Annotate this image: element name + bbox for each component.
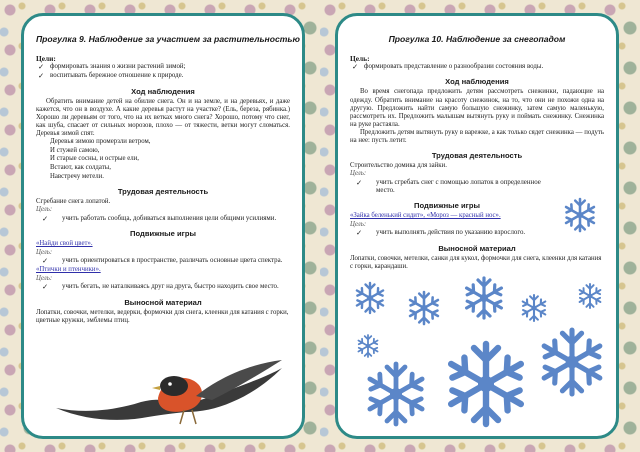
right-goal-label: Цель: <box>350 54 370 63</box>
left-goal-label: Цели: <box>36 54 56 63</box>
game-names-link[interactable]: «Зайка беленький сидит», «Мороз — красный нос». <box>350 212 501 220</box>
snowflake <box>370 364 422 424</box>
snowflake <box>357 283 383 313</box>
right-observation-heading: Ход наблюдения <box>445 77 509 87</box>
left-observation-heading: Ход наблюдения <box>131 86 195 96</box>
game-goal-label: Цель: <box>36 248 53 256</box>
poem-line: И старые сосны, и острые ели, <box>50 155 139 163</box>
poem-line: Встают, как солдаты, <box>50 164 111 172</box>
left-page-title: Прогулка 9. Наблюдение за участием за растительностью <box>36 34 300 44</box>
left-material-text: Лопатки, совочки, метелки, ведерки, формочки для снега, клеенки для катания с горки, цветные кружки, эмблемы птиц. <box>36 308 289 324</box>
snowflake <box>580 284 601 308</box>
left-work-heading: Трудовая деятельность <box>117 187 209 197</box>
left-games-heading: Подвижные игры <box>130 229 196 239</box>
poem-line: Навстречу метели. <box>50 172 104 180</box>
game-name-link[interactable]: «Найди свой цвет». <box>36 240 93 248</box>
snowflake <box>467 278 502 318</box>
game-goal-label: Цель: <box>36 274 53 282</box>
right-work-goal: ✓ учить сгребать снег с помощью лопаток в определенное место. <box>350 179 604 196</box>
right-observation-text: Предложить детям вытянуть руку в варежке, а как только сядет снежинка — подуть на нее: пусть летит. <box>350 128 604 144</box>
left-work-goal: ✓ учить работать сообща, добиваться выполнения цели общими усилиями. <box>36 215 290 223</box>
snowflake <box>451 344 521 424</box>
bird-illustration <box>46 356 286 426</box>
game-goal: ✓ учить ориентироваться в пространстве, различать основные цвета спектра. <box>36 257 290 265</box>
left-material-heading: Выносной материал <box>124 297 202 307</box>
poem-line: И стужей самою, <box>50 146 100 154</box>
snowflake <box>523 295 546 321</box>
right-games-heading: Подвижные игры <box>414 201 480 211</box>
snowflake <box>544 330 600 394</box>
games-goal-label: Цель: <box>350 220 367 228</box>
right-material-text: Лопатки, совочки, метелки, санки для кукол, формочки для снега, клеенки для катания с горки, карандаши. <box>350 254 602 270</box>
games-goal: ✓ учить выполнять действия по указанию взрослого. <box>350 229 604 237</box>
right-goal-item: ✓ формировать представление о разнообразии состояния воды. <box>350 63 604 71</box>
left-goal-item: ✓ воспитывать бережное отношение к природе. <box>36 72 290 80</box>
right-page-title: Прогулка 10. Наблюдение за снегопадом <box>388 34 566 44</box>
left-work-goal-label: Цель: <box>36 206 53 214</box>
right-work-goal-label: Цель: <box>350 170 367 178</box>
left-work-text: Сгребание снега лопатой. <box>36 198 111 206</box>
left-page <box>21 13 305 439</box>
snowflake <box>358 335 377 357</box>
snowflake <box>410 292 438 324</box>
poem-line: Деревья зимою промерзли ветром, <box>50 138 151 146</box>
game-goal: ✓ учить бегать, не наталкиваясь друг на друга, быстро находить свое место. <box>36 283 290 291</box>
right-material-heading: Выносной материал <box>438 243 516 253</box>
right-page <box>335 13 619 439</box>
game-name-link[interactable]: «Птички и птенчики». <box>36 266 101 274</box>
right-work-text: Строительство домика для зайки. <box>350 162 447 170</box>
right-observation-text: Во время снегопада предложить детям рассмотреть снежинки, падающие на одежду. Обратить внимание на красоту снежинок, на то, что они не похожи одна на другую. Предложить найти самую большую снежинку, затем самую маленькую, рассмотреть их. Предложить малышам вытянуть руку и поймать снежинку. Снежинка на руке растаяла. <box>350 88 604 128</box>
left-observation-text: Обратить внимание детей на обилие снега. Он и на земле, и на деревьях, и даже кажется, что он в воздухе. А какие деревья растут на участке? (Ель, береза, рябинка.) Хорошо ли деревьям от того, что на их ветках много снега? Хорошо, потому что снег, как шуба, спасает от сильных морозов, плохо — от тяжести, ветки могут сломаться. Деревья зимой спят. <box>36 97 290 138</box>
right-work-heading: Трудовая деятельность <box>431 151 523 161</box>
left-goal-item: ✓ формировать знания о жизни растений зимой; <box>36 63 290 71</box>
